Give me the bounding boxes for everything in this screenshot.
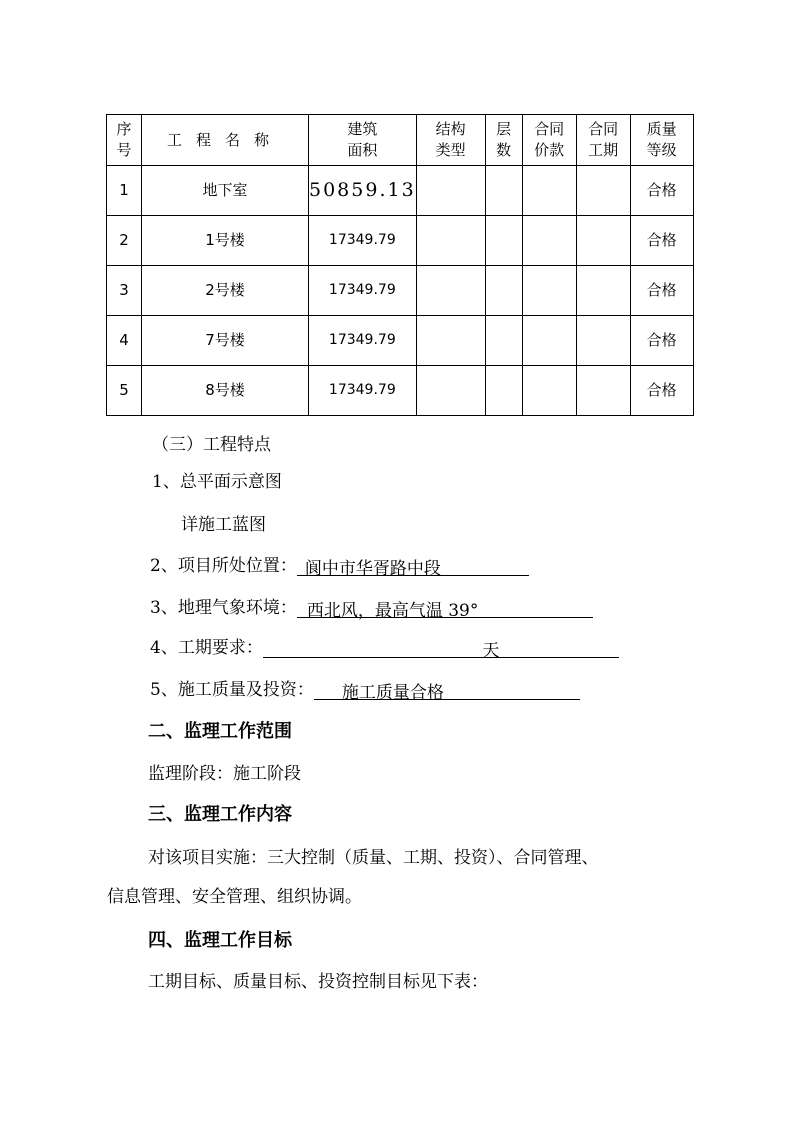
cell-period <box>576 216 630 266</box>
item3-row <box>150 593 593 621</box>
header-name: 工程名称 <box>142 115 309 166</box>
cell-quality: 合格 <box>630 366 693 416</box>
header-price: 合同 价款 <box>522 115 576 166</box>
table-row <box>107 366 694 416</box>
item5-label: 5、施工质量及投资： <box>150 680 314 700</box>
cell-area: 17349.79 <box>309 216 417 266</box>
cell-name: 1号楼 <box>142 216 309 266</box>
header-no: 序 号 <box>107 115 142 166</box>
cell-quality: 合格 <box>630 316 693 366</box>
cell-price <box>522 266 576 316</box>
cell-no: 4 <box>107 316 142 366</box>
table-header-row <box>107 115 694 166</box>
item2-label: 2、项目所处位置： <box>150 556 297 576</box>
cell-period <box>576 366 630 416</box>
target-text: 工期目标、质量目标、投资控制目标见下表： <box>148 972 488 992</box>
header-structure: 结构 类型 <box>416 115 485 166</box>
heading-content: 三、监理工作内容 <box>148 804 292 825</box>
cell-no: 5 <box>107 366 142 416</box>
scope-text: 监理阶段：施工阶段 <box>148 764 301 784</box>
table-row <box>107 166 694 216</box>
heading-target: 四、监理工作目标 <box>148 930 292 951</box>
item1-label: 1、总平面示意图 <box>152 472 282 492</box>
cell-price <box>522 316 576 366</box>
cell-quality: 合格 <box>630 166 693 216</box>
project-table <box>106 114 694 416</box>
cell-quality: 合格 <box>630 216 693 266</box>
item2-row <box>150 551 529 579</box>
content-line-1: 对该项目实施：三大控制（质量、工期、投资）、合同管理、 <box>148 848 599 868</box>
cell-no: 2 <box>107 216 142 266</box>
item4-label: 4、工期要求： <box>150 638 263 658</box>
item5-row <box>150 675 580 703</box>
table-row <box>107 266 694 316</box>
item4-value: 天 <box>263 636 619 658</box>
cell-area: 17349.79 <box>309 316 417 366</box>
cell-quality: 合格 <box>630 266 693 316</box>
cell-structure <box>416 166 485 216</box>
item3-label: 3、地理气象环境： <box>150 598 297 618</box>
cell-price <box>522 366 576 416</box>
cell-structure <box>416 366 485 416</box>
cell-area: 50859.13 <box>309 166 417 216</box>
cell-no: 3 <box>107 266 142 316</box>
cell-period <box>576 266 630 316</box>
cell-price <box>522 166 576 216</box>
cell-period <box>576 316 630 366</box>
item3-value: 西北风，最高气温 39° <box>297 596 593 618</box>
cell-floors <box>485 366 522 416</box>
content-line-2: 信息管理、安全管理、组织协调。 <box>107 887 362 907</box>
header-area: 建筑 面积 <box>309 115 417 166</box>
cell-structure <box>416 266 485 316</box>
cell-name: 2号楼 <box>142 266 309 316</box>
cell-period <box>576 166 630 216</box>
table-row <box>107 216 694 266</box>
item5-value: 施工质量合格 <box>314 678 580 700</box>
cell-name: 8号楼 <box>142 366 309 416</box>
header-period: 合同 工期 <box>576 115 630 166</box>
item2-value: 阆中市华胥路中段 <box>297 554 529 576</box>
cell-structure <box>416 216 485 266</box>
cell-no: 1 <box>107 166 142 216</box>
table-row <box>107 316 694 366</box>
cell-name: 地下室 <box>142 166 309 216</box>
cell-name: 7号楼 <box>142 316 309 366</box>
cell-price <box>522 216 576 266</box>
cell-floors <box>485 216 522 266</box>
cell-floors <box>485 316 522 366</box>
heading-scope: 二、监理工作范围 <box>148 721 292 742</box>
item1-value: 详施工蓝图 <box>181 515 266 535</box>
cell-floors <box>485 166 522 216</box>
cell-structure <box>416 316 485 366</box>
section3-title: （三）工程特点 <box>152 435 271 455</box>
cell-area: 17349.79 <box>309 266 417 316</box>
cell-floors <box>485 266 522 316</box>
item4-row <box>150 633 619 661</box>
cell-area: 17349.79 <box>309 366 417 416</box>
header-quality: 质量 等级 <box>630 115 693 166</box>
header-floors: 层 数 <box>485 115 522 166</box>
